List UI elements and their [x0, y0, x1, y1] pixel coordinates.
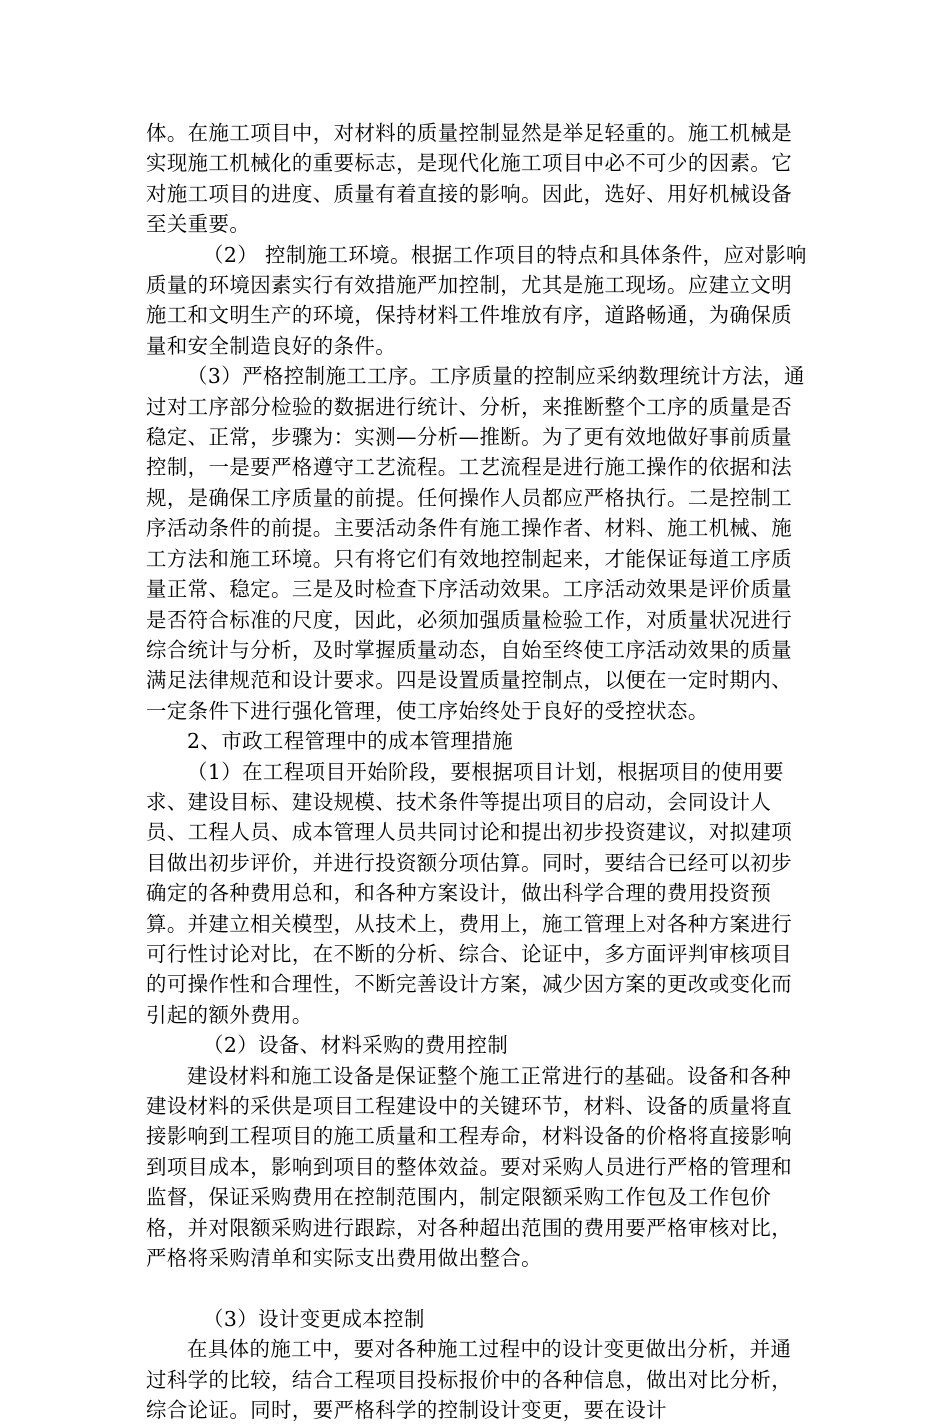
paragraph-process-control: （3）严格控制施工工序。工序质量的控制应采纳数理统计方法，通过对工序部分检验的数据进行统计、分析，来推断整个工序的质量是否稳定、正常，步骤为：实测—分析—推断。为了更有效地做好事前质量控制，一是要严格遵守工艺流程。工艺流程是进行施工操作的依据和法规，是确保工序质量的前提。任何操作人员都应严格执行。二是控制工序活动条件的前提。主要活动条件有施工操作者、材料、施工机械、施工方法和施工环境。只有将它们有效地控制起来，才能保证每道工序质量正常、稳定。三是及时检查下序活动效果。工序活动效果是评价质量是否符合标准的尺度，因此，必须加强质量检验工作，对质量状况进行综合统计与分析，及时掌握质量动态，自始至终使工序活动效果的质量满足法律规范和设计要求。四是设置质量控制点，以便在一定时期内、一定条件下进行强化管理，使工序始终处于良好的受控状态。	[146, 364, 805, 723]
paragraph-environment-control: （2） 控制施工环境。根据工作项目的特点和具体条件，应对影响质量的环境因素实行有效措施严加控制，尤其是施工现场。应建立文明施工和文明生产的环境，保持材料工件堆放有序，道路畅通，为确保质量和安全制造良好的条件。	[146, 242, 807, 358]
paragraph-procurement: 建设材料和施工设备是保证整个施工正常进行的基础。设备和各种建设材料的采供是项目工程建设中的关键环节，材料、设备的质量将直接影响到工程项目的施工质量和工程寿命，材料设备的价格将直接影响到项目成本，影响到项目的整体效益。要对采购人员进行严格的管理和监督，保证采购费用在控制范围内，制定限额采购工作包及工作包价格，并对限额采购进行跟踪，对各种超出范围的费用要严格审核对比，严格将采购清单和实际支出费用做出整合。	[146, 1063, 793, 1271]
blank-line	[146, 1273, 808, 1303]
paragraph-machinery-continuation: 体。在施工项目中，对材料的质量控制显然是举足轻重的。施工机械是实现施工机械化的重要标志，是现代化施工项目中必不可少的因素。它对施工项目的进度、质量有着直接的影响。因此，选好、用好机械设备至关重要。	[146, 121, 793, 237]
document-page	[146, 118, 808, 1425]
paragraph-project-start-phase: （1）在工程项目开始阶段，要根据项目计划，根据项目的使用要求、建设目标、建设规模、技术条件等提出项目的启动，会同设计人员、工程人员、成本管理人员共同讨论和提出初步投资建议，对拟建项目做出初步评价，并进行投资额分项估算。同时，要结合已经可以初步确定的各种费用总和，和各种方案设计，做出科学合理的费用投资预算。并建立相关模型，从技术上，费用上，施工管理上对各种方案进行可行性讨论对比，在不断的分析、综合、论证中，多方面评判审核项目的可操作性和合理性，不断完善设计方案，减少因方案的更改或变化而引起的额外费用。	[146, 759, 793, 1027]
section-heading-cost-management: 2、市政工程管理中的成本管理措施	[187, 729, 514, 754]
subheading-procurement-cost: （2）设备、材料采购的费用控制	[203, 1033, 509, 1058]
paragraph-design-change: 在具体的施工中，要对各种施工过程中的设计变更做出分析，并通过科学的比较，结合工程项目投标报价中的各种信息，做出对比分析，综合论证。同时，要严格科学的控制设计变更，要在设计	[146, 1337, 793, 1423]
subheading-design-change-cost: （3）设计变更成本控制	[203, 1306, 425, 1331]
